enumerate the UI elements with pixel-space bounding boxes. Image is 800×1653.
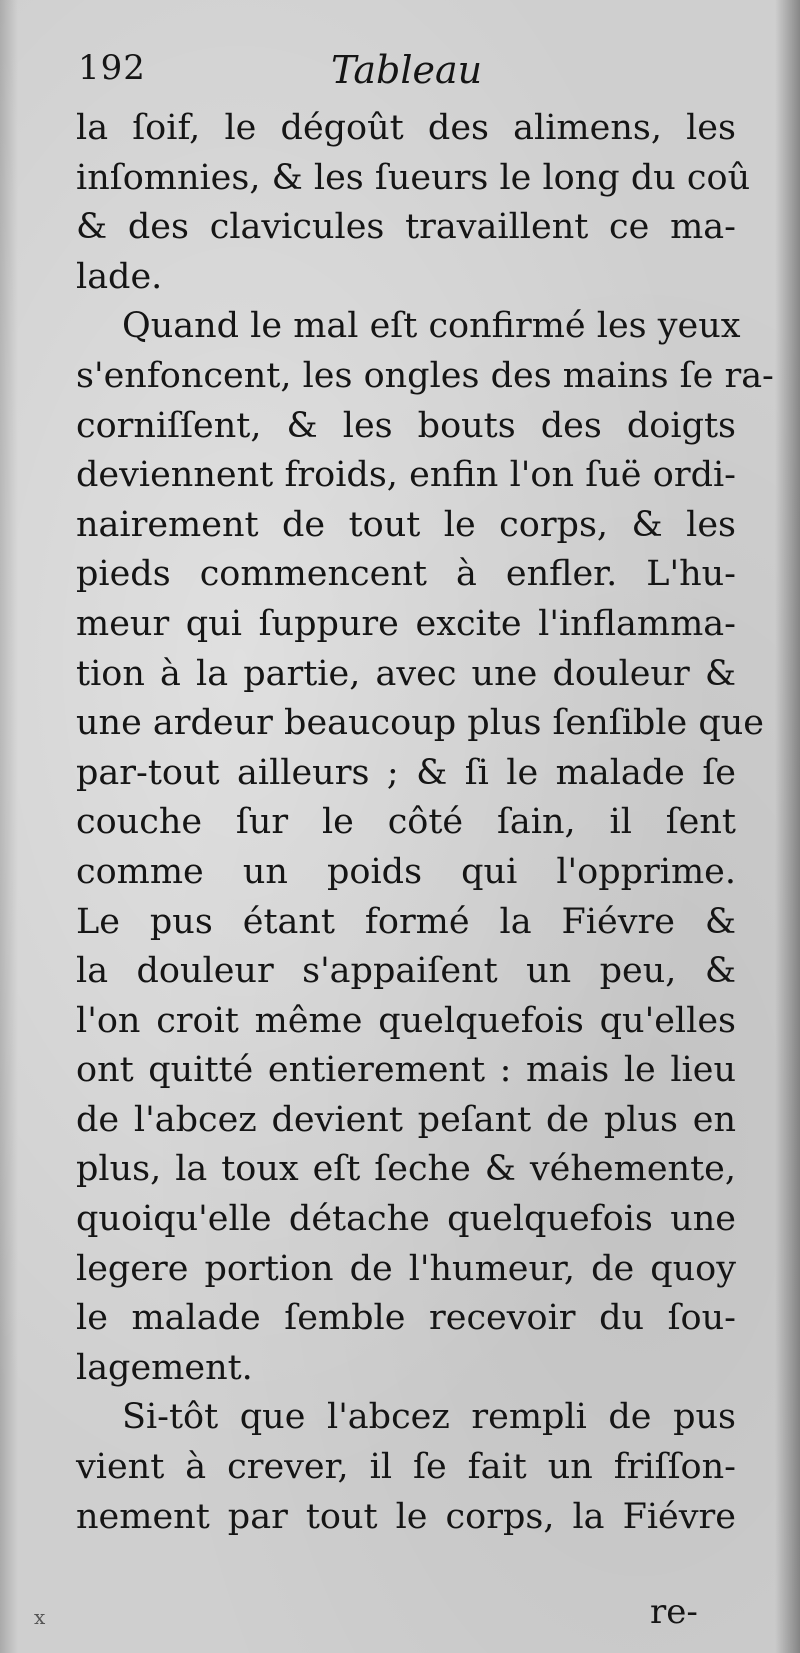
text-line: plus, la toux eſt ſeche & véhemente, — [76, 1149, 736, 1190]
text-line: nairement de tout le corps, & les — [76, 504, 736, 545]
text-line: inſomnies, & les ſueurs le long du coû — [76, 157, 751, 198]
text-line: le malade ſemble recevoir du ſou- — [76, 1298, 736, 1339]
text-line: quoiqu'elle détache quelquefois une — [76, 1199, 736, 1240]
text-line: pieds commencent à enfler. L'hu- — [76, 554, 736, 595]
text-line: s'enfoncent, les ongles des mains ſe ra- — [76, 355, 774, 396]
text-line: Si-tôt que l'abcez rempli de pus — [122, 1397, 736, 1438]
running-title: Tableau — [331, 48, 483, 92]
text-line: la ſoif, le dégoût des alimens, les — [76, 108, 736, 148]
text-line: la douleur s'appaiſent un peu, & — [76, 951, 736, 992]
catchword: re- — [650, 1592, 698, 1632]
running-head — [78, 48, 728, 100]
page-number: 192 — [78, 48, 146, 88]
text-line: par-tout ailleurs ; & ſi le malade ſe — [76, 752, 736, 793]
body-text — [76, 104, 774, 1542]
text-line: une ardeur beaucoup plus ſenſible que — [76, 703, 764, 744]
text-line: couche ſur le côté ſain, il ſent — [76, 802, 736, 843]
text-line: corniſſent, & les bouts des doigts — [76, 405, 736, 446]
text-line: de l'abcez devient peſant de plus en — [76, 1099, 736, 1140]
text-line: Le pus étant formé la Fiévre & — [76, 901, 736, 942]
text-line: deviennent froids, enfin l'on ſuë ordi- — [76, 455, 736, 496]
text-line: & des clavicules travaillent ce ma- — [76, 207, 736, 248]
text-line: l'on croit même quelquefois qu'elles — [76, 1000, 736, 1041]
margin-mark: x — [34, 1605, 46, 1629]
text-line: vient à crever, il ſe fait un friſſon- — [76, 1447, 736, 1488]
text-line: meur qui ſuppure excite l'inflamma- — [76, 603, 736, 644]
text-line: Quand le mal eſt confirmé les yeux — [122, 306, 741, 347]
text-line: comme un poids qui l'opprime. — [76, 851, 736, 892]
text-line: tion à la partie, avec une douleur & — [76, 653, 736, 694]
text-line: lade. — [76, 256, 163, 297]
text-line: legere portion de l'humeur, de quoy — [76, 1248, 736, 1289]
text-line: nement par tout le corps, la Fiévre — [76, 1496, 736, 1537]
text-line: ont quitté entierement : mais le lieu — [76, 1050, 736, 1091]
text-line: lagement. — [76, 1347, 253, 1388]
